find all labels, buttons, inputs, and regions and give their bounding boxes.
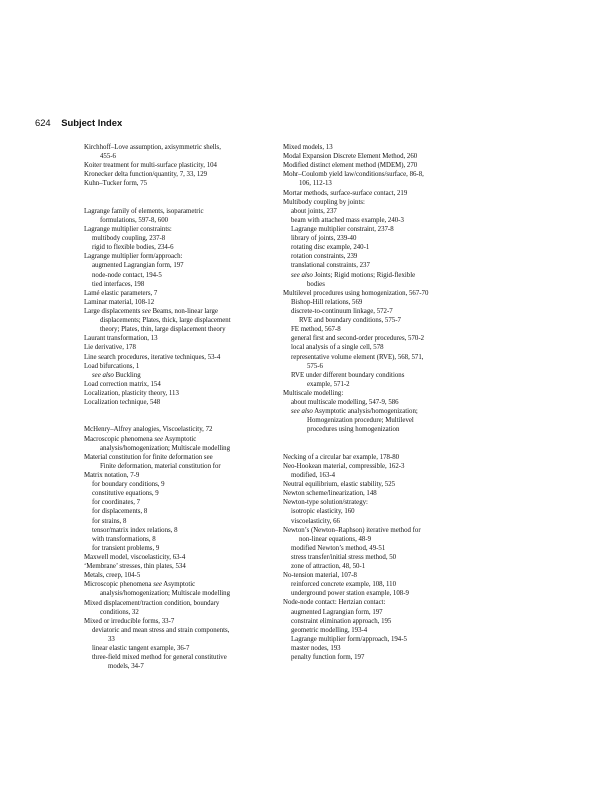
- index-entry: rotation constraints, 239: [291, 253, 358, 261]
- index-entry: augmented Lagrangian form, 197: [92, 262, 184, 270]
- index-entry: modified, 163-4: [291, 471, 336, 479]
- index-entry: constraint elimination approach, 195: [291, 617, 392, 625]
- index-entry: McHenry–Alfrey analogies, Viscoelasticity, 72: [84, 426, 213, 434]
- index-entry: Load correction matrix, 154: [84, 380, 161, 388]
- index-entry: Koiter treatment for multi-surface plasticity, 104: [84, 162, 217, 170]
- index-entry: models, 34-7: [108, 663, 144, 671]
- index-entry: Lagrange multiplier constraints:: [84, 226, 172, 233]
- index-entry: modified Newton’s method, 49-51: [291, 544, 386, 552]
- index-entry: Kirchhoff–Love assumption, axisymmetric shells,: [84, 144, 221, 151]
- index-column-left: [84, 143, 274, 671]
- index-entry: about joints, 237: [291, 207, 337, 215]
- index-entry: three-field mixed method for general constitutive: [92, 654, 227, 662]
- index-entry: Lagrange multiplier form/approach, 194-5: [291, 635, 407, 643]
- page-title: Subject Index: [61, 117, 123, 128]
- index-entry: Node-node contact: Hertzian contact:: [283, 599, 386, 607]
- index-entry: Lie derivative, 178: [84, 344, 136, 352]
- index-entry: analysis/homogenization; Multiscale modelling: [100, 444, 231, 452]
- index-entry: Neutral equilibrium, elastic stability, 525: [283, 481, 396, 489]
- index-entry: for transient problems, 9: [92, 544, 160, 552]
- index-entry: Load bifurcations, 1: [84, 362, 140, 370]
- index-entry: Localization technique, 548: [84, 399, 161, 407]
- index-entry: for displacements, 8: [92, 508, 148, 516]
- index-entry: library of joints, 239-40: [291, 235, 357, 243]
- index-entry: Modified distinct element method (MDEM), 270: [283, 162, 418, 170]
- index-entry: Kronecker delta function/quantity, 7, 33, 129: [84, 171, 208, 179]
- index-entry: Neo-Hookean material, compressible, 162-3: [283, 462, 405, 470]
- index-entry: conditions, 32: [100, 608, 139, 616]
- index-entry: isotropic elasticity, 160: [291, 508, 355, 516]
- index-column-right: [283, 143, 483, 662]
- index-entry: ‘Membrane’ stresses, thin plates, 534: [84, 563, 186, 571]
- index-entry: Lagrange multiplier constraint, 237-8: [291, 225, 394, 233]
- index-entry: Lagrange multiplier form/approach:: [84, 253, 183, 261]
- index-entry: node-node contact, 194-5: [92, 271, 162, 279]
- index-entry: Lagrange family of elements, isoparametric: [84, 207, 204, 215]
- index-entry: bodies: [307, 280, 325, 288]
- index-entry: zone of attraction, 48, 50-1: [291, 563, 366, 571]
- index-entry: Large displacements see Beams, non-linear large: [84, 307, 218, 315]
- index-entry: Microscopic phenomena see Asymptotic: [84, 581, 196, 589]
- index-entry: Multiscale modelling:: [283, 389, 344, 397]
- index-entry: Maxwell model, viscoelasticity, 63-4: [84, 553, 186, 561]
- index-entry: 455-6: [100, 153, 116, 161]
- index-entry: tied interfaces, 198: [92, 280, 145, 288]
- page-header: [35, 117, 122, 128]
- index-entry: representative volume element (RVE), 568, 571,: [291, 353, 424, 361]
- index-entry: Newton-type solution/strategy:: [283, 499, 368, 507]
- index-entry: for boundary conditions, 9: [92, 481, 165, 489]
- index-entry: FE method, 567-8: [291, 326, 341, 334]
- index-entry: Finite deformation, material constitution for: [100, 462, 221, 470]
- index-entry: Multilevel procedures using homogenization, 567-70: [283, 289, 429, 297]
- index-entry: analysis/homogenization; Multiscale modelling: [100, 590, 231, 598]
- index-entry: about multiscale modelling, 547-9, 586: [291, 399, 399, 407]
- index-entry: see also Buckling: [92, 371, 141, 379]
- index-entry: Modal Expansion Discrete Element Method, 260: [283, 153, 418, 161]
- index-entry: Laminar material, 108-12: [84, 298, 155, 306]
- index-entry: geometric modelling, 193-4: [291, 626, 368, 634]
- index-entry: Matrix notation, 7-9: [84, 471, 140, 479]
- page-number: 624: [35, 117, 51, 128]
- index-entry: example, 571-2: [307, 380, 350, 388]
- index-entry: Material constitution for finite deformation see: [84, 453, 213, 461]
- index-entry: Homogenization procedure; Multilevel: [307, 417, 414, 425]
- index-entry: Kuhn–Tucker form, 75: [84, 180, 148, 188]
- index-entry: with transformations, 8: [92, 535, 156, 543]
- index-entry: viscoelasticity, 66: [291, 517, 340, 525]
- index-entry: Metals, creep, 104-5: [84, 572, 141, 580]
- index-entry: RVE under different boundary conditions: [291, 371, 405, 379]
- index-entry: RVE and boundary conditions, 575-7: [299, 317, 401, 325]
- index-entry: linear elastic tangent example, 36-7: [92, 645, 190, 653]
- index-entry: Laurant transformation, 13: [84, 335, 158, 343]
- index-entry: see also Joints; Rigid motions; Rigid-flexible: [291, 271, 416, 279]
- index-entry: Newton scheme/linearization, 148: [283, 490, 377, 498]
- index-entry: local analysis of a single cell, 578: [291, 344, 384, 352]
- index-entry: Macroscopic phenomena see Asymptotic: [84, 435, 197, 443]
- index-entry: for coordinates, 7: [92, 499, 141, 507]
- index-entry: general first and second-order procedures, 570-2: [291, 335, 425, 343]
- index-entry: deviatoric and mean stress and strain components,: [92, 626, 230, 634]
- index-entry: tensor/matrix index relations, 8: [92, 526, 178, 534]
- index-entry: stress transfer/initial stress method, 50: [291, 553, 397, 561]
- index-entry: Mixed models, 13: [283, 144, 333, 151]
- index-entry: Multibody coupling by joints:: [283, 198, 365, 206]
- index-entry: non-linear equations, 48-9: [299, 535, 372, 543]
- index-entry: Necking of a circular bar example, 178-80: [283, 453, 400, 461]
- index-entry: formulations, 597-8, 600: [100, 216, 169, 224]
- index-entry: 575-6: [307, 362, 323, 370]
- index-entry: Mortar methods, surface-surface contact, 219: [283, 189, 408, 197]
- index-entry: Mixed or irreducible forms, 33-7: [84, 617, 175, 625]
- section-gap: [84, 189, 274, 207]
- index-entry: rigid to flexible bodies, 234-6: [92, 244, 174, 252]
- index-entry: theory; Plates, thin, large displacement theory: [100, 326, 226, 334]
- section-gap: [84, 407, 274, 425]
- index-entry: augmented Lagrangian form, 197: [291, 608, 383, 616]
- index-entry: Mohr–Coulomb yield law/conditions/surface, 86-8,: [283, 171, 424, 179]
- index-entry: reinforced concrete example, 108, 110: [291, 581, 397, 589]
- index-entry: master nodes, 193: [291, 645, 341, 653]
- index-entry: discrete-to-continuum linkage, 572-7: [291, 307, 393, 315]
- index-entry: constitutive equations, 9: [92, 490, 159, 498]
- index-entry: underground power station example, 108-9: [291, 590, 409, 598]
- index-entry: 106, 112-13: [299, 180, 332, 188]
- index-entry: penalty function form, 197: [291, 654, 365, 662]
- index-entry: for strains, 8: [92, 517, 127, 525]
- index-entry: beam with attached mass example, 240-3: [291, 216, 404, 224]
- index-entry: Bishop-Hill relations, 569: [291, 298, 363, 306]
- index-entry: Line search procedures, iterative techniques, 53-4: [84, 353, 221, 361]
- index-entry: Lamé elastic parameters, 7: [84, 289, 158, 297]
- index-entry: translational constraints, 237: [291, 262, 370, 270]
- index-entry: displacements; Plates, thick, large displacement: [100, 317, 231, 325]
- index-entry: Localization, plasticity theory, 113: [84, 389, 179, 397]
- index-entry: procedures using homogenization: [307, 426, 400, 434]
- index-entry: Newton’s (Newton–Raphson) iterative method for: [283, 526, 421, 534]
- index-entry: multibody coupling, 237-8: [92, 235, 166, 243]
- index-entry: Mixed displacement/traction condition, boundary: [84, 599, 220, 607]
- section-gap: [283, 435, 483, 453]
- index-entry: see also Asymptotic analysis/homogenization;: [291, 408, 418, 416]
- index-entry: No-tension material, 107-8: [283, 572, 357, 580]
- index-entry: rotating disc example, 240-1: [291, 244, 370, 252]
- index-entry: 33: [108, 635, 115, 643]
